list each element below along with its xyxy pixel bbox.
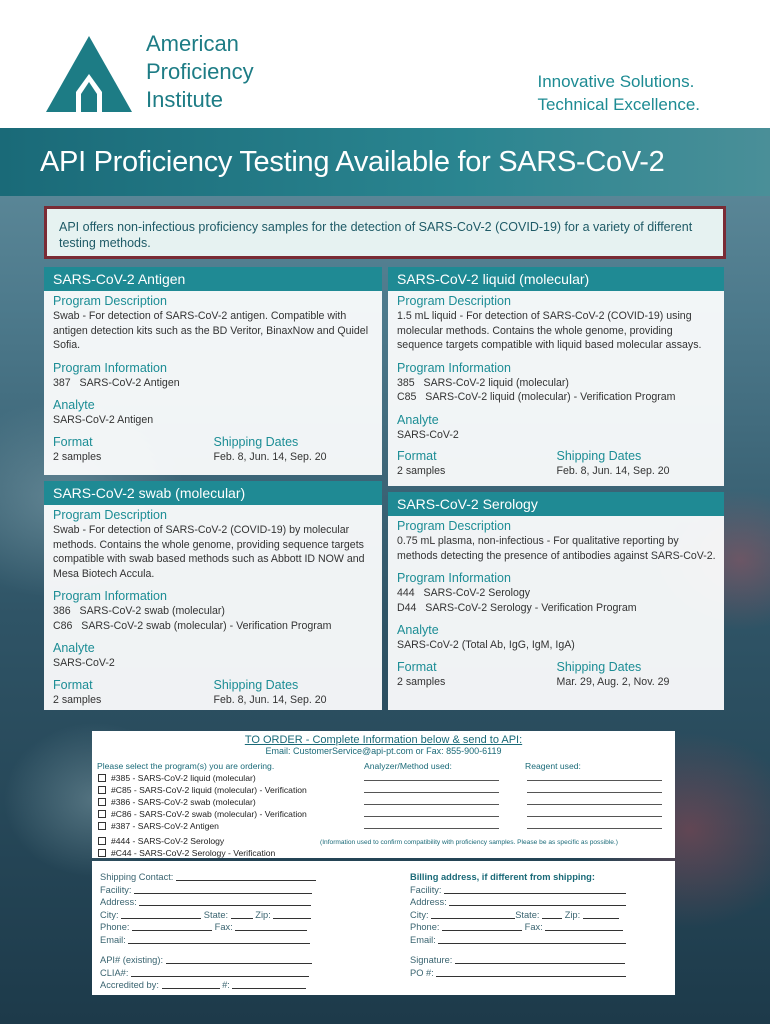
program-description: 1.5 mL liquid - For detection of SARS-CoV-2 (COVID-19) using molecular methods. Contains the whole genome, providing sequence targets compatible with liquid based molecular assays. [397, 310, 702, 351]
logo-mark-icon [44, 34, 134, 114]
section-label: Shipping Dates [213, 434, 299, 449]
card-serology [388, 492, 724, 710]
field-label: Address: [100, 897, 137, 907]
section-label: Program Information [53, 589, 167, 603]
program-description: Swab - For detection of SARS-CoV-2 (COVID-19) by molecular methods. Contains the whole genome, providing sequence targets compatible with swab based methods such as Abbott ID NOW and Mesa Biotech Accula. [53, 524, 365, 580]
shipping-value: Feb. 8, Jun. 14, Sep. 20 [213, 693, 327, 706]
section-label: Analyte [397, 412, 439, 427]
option-label: #C85 - SARS-CoV-2 liquid (molecular) - Verification [111, 785, 307, 795]
program-option[interactable] [98, 773, 256, 783]
org-name [146, 30, 254, 114]
analyzer-field[interactable] [364, 797, 499, 807]
reagent-field[interactable] [527, 809, 662, 819]
checkbox[interactable] [98, 810, 106, 818]
shipping-value: Mar. 29, Aug. 2, Nov. 29 [556, 675, 670, 688]
billing-phone-fax-field[interactable] [410, 921, 670, 934]
format-value: 2 samples [53, 693, 102, 706]
section-label: Shipping Dates [213, 677, 299, 692]
signature-field[interactable] [410, 954, 670, 967]
option-label: #386 - SARS-CoV-2 swab (molecular) [111, 797, 256, 807]
card-title: SARS-CoV-2 liquid (molecular) [388, 267, 724, 291]
section-label: Program Information [397, 360, 511, 375]
field-label: Fax: [524, 922, 543, 932]
shipping-column [100, 871, 320, 992]
section-label: Program Description [397, 519, 511, 533]
program-line: 444 SARS-CoV-2 Serology [397, 587, 531, 599]
shipping-value: Feb. 8, Jun. 14, Sep. 20 [556, 465, 670, 477]
field-label: Shipping Contact: [100, 872, 174, 882]
program-line: D44 SARS-CoV-2 Serology - Verification Program [397, 601, 637, 614]
title-banner [0, 128, 770, 196]
field-label: Email: [100, 934, 126, 945]
field-label: PO #: [410, 967, 434, 978]
tagline-line: Innovative Solutions. [537, 72, 695, 91]
intro-text: API offers non-infectious proficiency samples for the detection of SARS-CoV-2 (COVID-19) for a variety of different testing methods. [44, 206, 726, 259]
header [0, 0, 770, 128]
field-label: API# (existing): [100, 955, 164, 965]
option-label: #387 - SARS-CoV-2 Antigen [111, 821, 219, 831]
order-contact: Email: CustomerService@api-pt.com or Fax: 855-900-6119 [265, 746, 502, 756]
section-label: Shipping Dates [556, 449, 642, 463]
option-label: #C44 - SARS-CoV-2 Serology - Verification [111, 848, 276, 858]
analyzer-field[interactable] [364, 785, 499, 795]
phone-fax-field[interactable] [100, 921, 320, 934]
card-antigen [44, 267, 382, 475]
accredited-field[interactable] [100, 979, 320, 992]
section-label: Program Description [397, 294, 511, 308]
analyte-value: SARS-CoV-2 [53, 657, 115, 669]
field-label: City: [100, 909, 119, 920]
shipping-contact-field[interactable] [100, 871, 320, 884]
field-label: Zip: [255, 909, 271, 920]
section-label: Format [53, 677, 93, 692]
section-label: Analyte [53, 641, 95, 655]
format-value: 2 samples [53, 450, 102, 463]
field-label: Facility: [410, 884, 442, 895]
section-label: Format [397, 449, 437, 463]
field-label: State: [203, 909, 229, 920]
clia-field[interactable] [100, 967, 320, 980]
option-label: #385 - SARS-CoV-2 liquid (molecular) [111, 773, 256, 783]
field-label: Phone: [100, 922, 130, 932]
section-label: Analyte [397, 623, 439, 637]
program-option[interactable] [98, 848, 275, 858]
org-line: Proficiency [146, 59, 254, 84]
checkbox[interactable] [98, 837, 106, 845]
program-description: 0.75 mL plasma, non-infectious - For qualitative reporting by methods detecting the presence of antibodies against SARS-CoV-2. [397, 535, 716, 562]
order-form [92, 731, 675, 858]
reagent-label: Reagent used: [525, 761, 581, 771]
select-label: Please select the program(s) you are ordering. [97, 761, 275, 771]
analyte-value: SARS-CoV-2 (Total Ab, IgG, IgM, IgA) [397, 639, 575, 651]
analyte-value: SARS-CoV-2 Antigen [53, 414, 154, 426]
reagent-field[interactable] [527, 797, 662, 807]
program-line: C86 SARS-CoV-2 swab (molecular) - Verification Program [53, 619, 332, 632]
billing-title: Billing address, if different from shipping: [410, 872, 595, 882]
program-option[interactable] [98, 836, 224, 846]
page-title: API Proficiency Testing Available for SARS-CoV-2 [40, 146, 665, 178]
checkbox[interactable] [98, 798, 106, 806]
api-existing-field[interactable] [100, 954, 320, 967]
section-label: Shipping Dates [556, 659, 642, 674]
card-title: SARS-CoV-2 Antigen [44, 267, 382, 291]
org-line: American [146, 31, 239, 56]
checkbox[interactable] [98, 849, 106, 857]
field-label: Signature: [410, 955, 453, 965]
order-note: (Information used to confirm compatibility with proficiency samples. Please be as specific as possible.) [320, 839, 618, 846]
address-field[interactable] [100, 896, 320, 909]
po-field[interactable] [410, 967, 670, 980]
program-line: 386 SARS-CoV-2 swab (molecular) [53, 605, 225, 617]
checkbox[interactable] [98, 822, 106, 830]
section-label: Format [397, 659, 437, 674]
reagent-field[interactable] [527, 773, 662, 783]
analyzer-field[interactable] [364, 773, 499, 783]
card-liquid-molecular [388, 267, 724, 486]
checkbox[interactable] [98, 774, 106, 782]
field-label: Zip: [564, 909, 581, 920]
section-label: Program Description [53, 508, 167, 522]
email-field[interactable] [100, 934, 320, 947]
program-line: 387 SARS-CoV-2 Antigen [53, 376, 180, 389]
program-option[interactable] [98, 797, 256, 807]
option-label: #C86 - SARS-CoV-2 swab (molecular) - Verification [111, 809, 307, 819]
section-label: Program Description [53, 294, 167, 308]
address-form [92, 861, 675, 995]
reagent-field[interactable] [527, 785, 662, 795]
shipping-value: Feb. 8, Jun. 14, Sep. 20 [213, 450, 327, 463]
reagent-field[interactable] [527, 821, 662, 831]
field-label: CLIA#: [100, 967, 129, 978]
analyzer-field[interactable] [364, 821, 499, 831]
field-label: State: [515, 909, 540, 920]
option-label: #444 - SARS-CoV-2 Serology [111, 836, 225, 846]
checkbox[interactable] [98, 786, 106, 794]
billing-facility-field[interactable] [410, 884, 670, 897]
tagline [537, 70, 700, 116]
program-description: Swab - For detection of SARS-CoV-2 antigen. Compatible with antigen detection kits such as the BD Veritor, BinaxNow and Quidel Sofia. [53, 310, 369, 351]
field-label: Phone: [410, 922, 440, 932]
section-label: Analyte [53, 398, 95, 412]
facility-field[interactable] [100, 884, 320, 897]
order-title: TO ORDER - Complete Information below & send to API: [244, 734, 523, 746]
program-option[interactable] [98, 809, 307, 819]
section-label: Format [53, 434, 93, 449]
program-line: 385 SARS-CoV-2 liquid (molecular) [397, 376, 569, 389]
analyte-value: SARS-CoV-2 [397, 428, 459, 441]
card-title: SARS-CoV-2 Serology [388, 492, 724, 516]
card-swab-molecular [44, 481, 382, 710]
analyzer-field[interactable] [364, 809, 499, 819]
field-label: Address: [410, 897, 447, 907]
billing-city-state-zip-field[interactable] [410, 909, 670, 922]
field-label: City: [410, 909, 429, 920]
program-line: C85 SARS-CoV-2 liquid (molecular) - Verification Program [397, 391, 676, 403]
program-option[interactable] [98, 821, 219, 831]
field-label: #: [222, 980, 230, 990]
billing-column [410, 871, 670, 979]
section-label: Program Information [53, 360, 167, 375]
field-label: Facility: [100, 884, 132, 895]
section-label: Program Information [397, 571, 511, 585]
program-option[interactable] [98, 785, 307, 795]
billing-email-field[interactable] [410, 934, 670, 947]
field-label: Email: [410, 934, 436, 945]
tagline-line: Technical Excellence. [537, 95, 700, 114]
field-label: Fax: [214, 922, 233, 932]
billing-address-field[interactable] [410, 896, 670, 909]
format-value: 2 samples [397, 675, 446, 688]
format-value: 2 samples [397, 465, 446, 477]
org-line: Institute [146, 87, 224, 112]
city-state-zip-field[interactable] [100, 909, 320, 922]
card-title: SARS-CoV-2 swab (molecular) [44, 481, 382, 505]
analyzer-label: Analyzer/Method used: [364, 761, 452, 771]
field-label: Accredited by: [100, 980, 159, 990]
